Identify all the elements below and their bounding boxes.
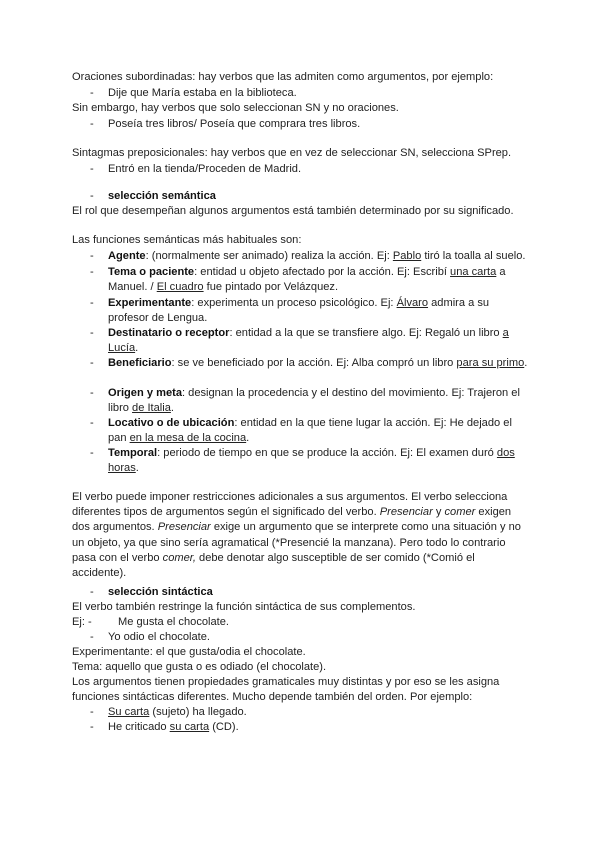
bullet-dash: - <box>90 297 94 309</box>
semantic-item-tema <box>108 265 530 295</box>
example-underlined: Álvaro <box>396 297 429 309</box>
intro-line-2: Sin embargo, hay verbos que solo seleccionan SN y no oraciones. <box>72 102 399 114</box>
syntactic-line-4: Los argumentos tienen propiedades gramaticales muy distintas y por eso se les asigna funciones sintácticas diferentes. Mucho depende también del orden. Por ejemplo: <box>72 676 500 704</box>
bullet-dash: - <box>90 447 94 459</box>
bullet-dash: - <box>90 357 94 369</box>
text: : se ve beneficiado por la acción. Ej: Alba compró un libro <box>171 357 457 369</box>
semantic-item-temporal <box>108 446 530 476</box>
term: Temporal <box>108 447 158 459</box>
example-underlined: su carta <box>169 721 210 733</box>
intro-line-3: Sintagmas preposicionales: hay verbos que en vez de seleccionar SN, selecciona SPrep. <box>72 147 512 159</box>
term: Beneficiario <box>108 357 172 369</box>
semantic-description: El rol que desempeñan algunos argumentos está también determinado por su significado. <box>72 205 514 217</box>
text: admira a su profesor de Lengua. <box>108 297 490 325</box>
syntactic-line-3: Tema: aquello que gusta o es odiado (el chocolate). <box>72 661 327 673</box>
semantic-item-destinatario <box>108 326 530 356</box>
bullet-dash: - <box>90 387 94 399</box>
semantic-item-beneficiario <box>108 356 530 371</box>
text: : designan la procedencia y el destino del movimiento. Ej: Trajeron el libro <box>108 387 520 415</box>
bullet-dash: - <box>90 163 94 175</box>
example-underlined: Su carta <box>108 706 150 718</box>
example-underlined: en la mesa de la cocina <box>129 432 247 445</box>
syntactic-line-1: El verbo también restringe la función sintáctica de sus complementos. <box>72 601 416 613</box>
example-label: Ej: - <box>72 616 92 628</box>
text: exigen dos argumentos. <box>72 506 512 534</box>
text: : entidad a la que se transfiere algo. Ej: Regaló un libro <box>229 327 503 339</box>
bullet-dash: - <box>90 190 94 202</box>
text: fue pintado por Velázquez. <box>203 281 339 294</box>
term: Tema o paciente <box>108 266 195 278</box>
restrictions-paragraph <box>72 490 530 581</box>
semantic-item-agente <box>108 249 530 264</box>
text: tiró la toalla al suelo. <box>421 250 526 262</box>
term: Agente <box>108 250 146 262</box>
italic-term: comer, <box>162 551 196 564</box>
bullet-dash: - <box>90 87 94 99</box>
text: He criticado <box>108 721 170 733</box>
semantic-item-locativo <box>108 416 530 446</box>
bullet-dash: - <box>90 118 94 130</box>
syntactic-example-2: Yo odio el chocolate. <box>108 631 210 643</box>
text: . <box>246 432 250 445</box>
text: : (normalmente ser animado) realiza la acción. Ej: <box>145 250 393 262</box>
example-underlined: para su primo <box>456 357 525 369</box>
text: a Manuel. / <box>108 266 506 294</box>
italic-term: comer <box>444 506 476 519</box>
intro-example-3: Entró en la tienda/Proceden de Madrid. <box>108 163 302 175</box>
text: . <box>524 357 528 369</box>
bullet-dash: - <box>90 631 94 643</box>
text: : experimenta un proceso psicológico. Ej: <box>191 297 397 309</box>
example-underlined: una carta <box>450 266 497 278</box>
text: . <box>135 342 139 355</box>
term: Destinatario o receptor <box>108 327 230 339</box>
italic-term: Presenciar <box>379 506 433 519</box>
text: (sujeto) ha llegado. <box>149 706 247 718</box>
text: El verbo puede imponer restricciones adicionales a sus argumentos. El verbo selecciona diferentes tipos de argumentos según el significado del verbo. <box>72 491 508 519</box>
example-underlined: dos horas <box>108 447 515 475</box>
text: : periodo de tiempo en que se produce la acción. Ej: El examen duró <box>157 447 497 459</box>
syntactic-item-1 <box>108 705 530 720</box>
bullet-dash: - <box>90 250 94 262</box>
text: : entidad u objeto afectado por la acción. Ej: Escribí <box>194 266 451 278</box>
example-underlined: El cuadro <box>156 281 204 294</box>
text: y <box>432 506 445 519</box>
intro-example-2: Poseía tres libros/ Poseía que comprara tres libros. <box>108 118 361 130</box>
bullet-dash: - <box>90 706 94 718</box>
term: Experimentante <box>108 297 192 309</box>
italic-term: Presenciar <box>157 521 211 534</box>
intro-line-1: Oraciones subordinadas: hay verbos que las admiten como argumentos, por ejemplo: <box>72 71 494 83</box>
example-underlined: a Lucía <box>108 327 509 355</box>
example-underlined: Pablo <box>392 250 422 262</box>
syntactic-item-2 <box>108 720 530 735</box>
intro-example-1: Dije que María estaba en la biblioteca. <box>108 87 297 99</box>
text: . <box>170 402 174 415</box>
bullet-dash: - <box>90 266 94 278</box>
syntactic-example-1: Me gusta el chocolate. <box>118 616 230 628</box>
bullet-dash: - <box>90 327 94 339</box>
text: (CD). <box>209 721 239 733</box>
text: : entidad en la que tiene lugar la acción. Ej: He dejado el pan <box>108 417 512 445</box>
term: Origen y meta <box>108 387 182 399</box>
text: . <box>135 462 139 475</box>
bullet-dash: - <box>90 721 94 733</box>
heading-seleccion-semantica: selección semántica <box>108 190 216 202</box>
heading-seleccion-sintactica: selección sintáctica <box>108 586 213 598</box>
semantic-item-origen-meta <box>108 386 530 416</box>
semantic-lead: Las funciones semánticas más habituales son: <box>72 234 302 246</box>
text: exige un argumento que se interprete como una situación y no un objeto, ya que sino sería agramatical (*Presencié la manzana). Pero todo lo contrario pasa con el verbo <box>72 521 521 564</box>
bullet-dash: - <box>90 417 94 429</box>
syntactic-line-2: Experimentante: el que gusta/odia el chocolate. <box>72 646 306 658</box>
bullet-dash: - <box>90 586 94 598</box>
semantic-item-experimentante <box>108 296 530 326</box>
text: debe denotar algo susceptible de ser comido (*Comió el accidente). <box>72 551 475 580</box>
example-underlined: de Italia <box>132 402 171 415</box>
term: Locativo o de ubicación <box>108 417 235 429</box>
